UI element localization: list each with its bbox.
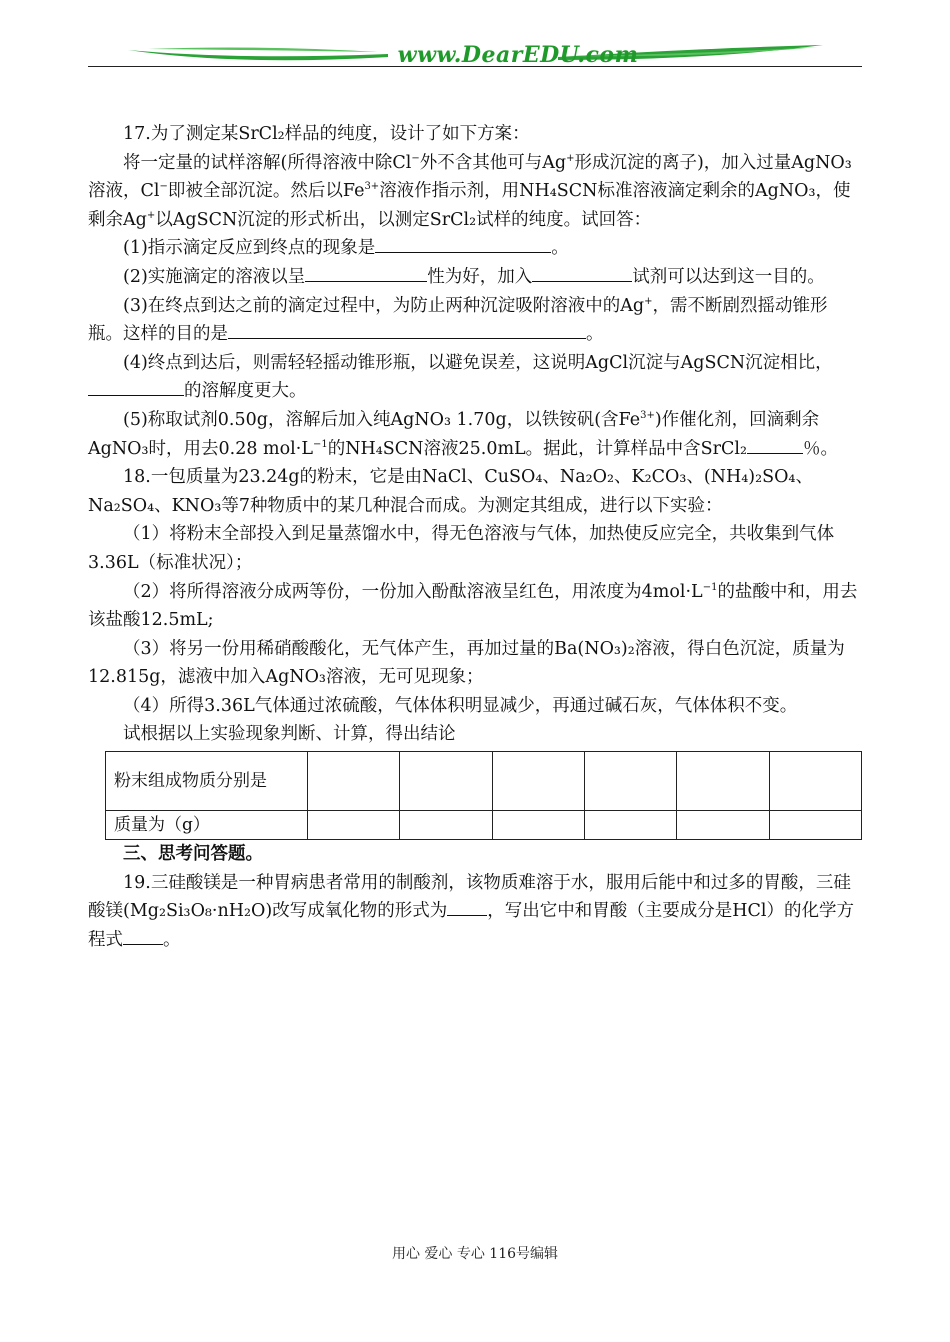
header-rule bbox=[88, 66, 862, 67]
answer-blank[interactable] bbox=[447, 897, 487, 916]
answer-table bbox=[105, 751, 862, 840]
answer-blank[interactable] bbox=[747, 435, 803, 454]
table-cell[interactable] bbox=[584, 752, 676, 811]
answer-blank[interactable] bbox=[375, 234, 551, 253]
q17-part5: (5)称取试剂0.50g，溶解后加入纯AgNO₃ 1.70g，以铁铵矾(含$Fe^{3+}$)作催化剂，回滴剩余AgNO₃时，用去0.28 $mol\cdot L^{-1}$的NH₄SCN溶液25.0mL。据此，计算样品中含SrCl₂ ％。 bbox=[88, 409, 839, 459]
q17-intro: 17.为了测定某SrCl₂样品的纯度，设计了如下方案： bbox=[123, 124, 530, 144]
q18-step1: （1）将粉末全部投入到足量蒸馏水中，得无色溶液与气体，加热使反应完全，共收集到气体3.36L（标准状况）； bbox=[88, 524, 835, 573]
table-cell[interactable] bbox=[307, 752, 399, 811]
table-cell[interactable] bbox=[492, 811, 584, 840]
q18-intro: 18.一包质量为23.24g的粉末，它是由NaCl、CuSO₄、Na₂O₂、K₂CO₃、(NH₄)₂SO₄、Na₂SO₄、KNO₃等7种物质中的某几种混合而成。为测定其组成，进行以下实验： bbox=[88, 467, 813, 516]
table-cell[interactable] bbox=[677, 811, 769, 840]
table-row-header: 质量为（g） bbox=[106, 811, 308, 840]
q18-conclusion: 试根据以上实验现象判断、计算，得出结论 bbox=[123, 724, 456, 745]
q17-part2: (2)实施滴定的溶液以呈 性为好，加入 试剂可以达到这一目的。 bbox=[88, 263, 862, 292]
table-cell[interactable] bbox=[492, 752, 584, 811]
answer-blank[interactable] bbox=[228, 320, 586, 339]
table-row bbox=[106, 752, 862, 811]
table-cell[interactable] bbox=[677, 752, 769, 811]
q18-step4: （4）所得3.36L气体通过浓硫酸，气体体积明显减少，再通过碱石灰，气体体积不变。 bbox=[123, 695, 798, 716]
table-cell[interactable] bbox=[307, 811, 399, 840]
q17-body: 将一定量的试样溶解(所得溶液中除Cl−外不含其他可与Ag+形成沉淀的离子)，加入过量AgNO₃溶液，Cl−即被全部沉淀。然后以$Fe^{3+}$溶液作指示剂，用NH₄SCN标准溶液滴定剩余的AgNO₃，使剩余Ag+以AgSCN沉淀的形式析出，以测定SrCl₂试样的纯度。试回答： bbox=[88, 152, 852, 230]
table-cell[interactable] bbox=[584, 811, 676, 840]
answer-blank[interactable] bbox=[532, 263, 632, 282]
page-footer: 用心 爱心 专心 116号编辑 bbox=[391, 1246, 559, 1262]
q17-part3: (3)在终点到达之前的滴定过程中，为防止两种沉淀吸附溶液中的Ag+，需不断剧烈摇动锥形瓶。这样的目的是 。 bbox=[88, 295, 828, 345]
table-cell[interactable] bbox=[769, 752, 861, 811]
table-cell[interactable] bbox=[400, 752, 492, 811]
table-row-header: 粉末组成物质分别是 bbox=[106, 752, 308, 811]
table-row bbox=[106, 811, 862, 840]
q18-step3: （3）将另一份用稀硝酸酸化，无气体产生，再加过量的Ba(NO₃)₂溶液，得白色沉淀，质量为12.815g，滤液中加入AgNO₃溶液，无可见现象； bbox=[88, 638, 845, 688]
site-logo[interactable]: www.DearEDU.com bbox=[397, 42, 639, 68]
table-cell[interactable] bbox=[769, 811, 861, 840]
section-title: 三、思考问答题。 bbox=[123, 844, 263, 865]
answer-blank[interactable] bbox=[123, 926, 163, 945]
q17-part4: (4)终点到达后，则需轻轻摇动锥形瓶，以避免误差，这说明AgCl沉淀与AgSCN沉淀相比，的溶解度更大。 bbox=[88, 349, 862, 406]
q19: 19.三硅酸镁是一种胃病患者常用的制酸剂，该物质难溶于水，服用后能中和过多的胃酸，三硅酸镁(Mg₂Si₃O₈·nH₂O)改写成氧化物的形式为 ，写出它中和胃酸（主要成分是HCl）的化学方程式 。 bbox=[88, 872, 854, 950]
q18-step2: （2）将所得溶液分成两等份，一份加入酚酞溶液呈红色，用浓度为$4mol\cdot L^{-1}$的盐酸中和，用去该盐酸12.5mL; bbox=[88, 581, 858, 631]
document-body bbox=[88, 120, 862, 954]
answer-blank[interactable] bbox=[88, 377, 184, 396]
table-cell[interactable] bbox=[400, 811, 492, 840]
answer-blank[interactable] bbox=[305, 263, 427, 282]
q17-part1: (1)指示滴定反应到终点的现象是 。 bbox=[88, 234, 862, 263]
